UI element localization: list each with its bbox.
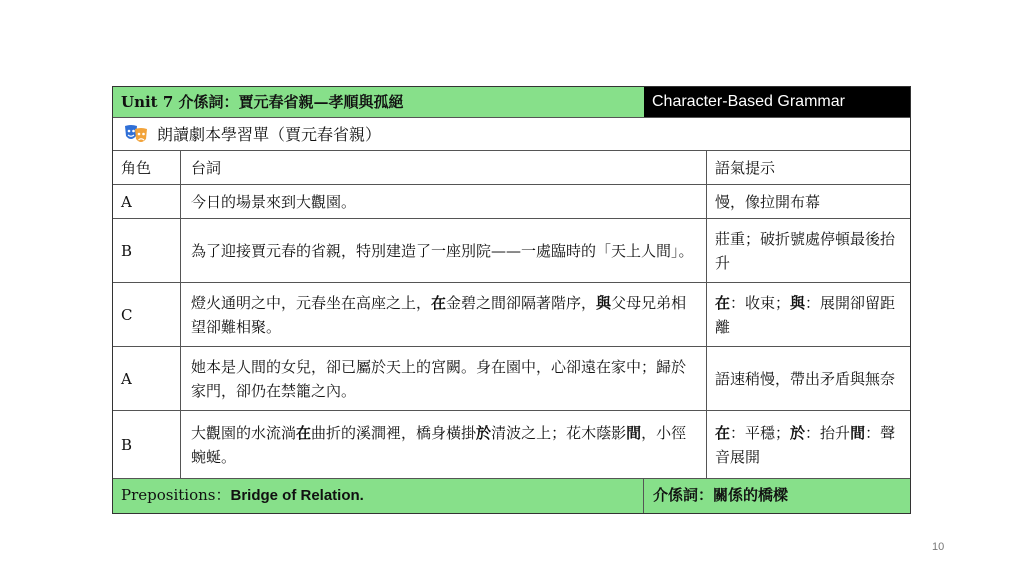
tone-cell <box>707 283 910 346</box>
preposition-highlight: 於 <box>790 423 806 442</box>
table-row <box>113 347 910 411</box>
text-segment: ：收束； <box>730 293 791 312</box>
text-segment: 語速稍慢，帶出矛盾與無奈 <box>715 369 896 388</box>
tone-cell <box>707 219 910 282</box>
text-segment: ：展開卻留距離 <box>715 293 896 336</box>
table-row <box>113 219 910 283</box>
cell-text <box>191 291 700 339</box>
role-cell: B <box>113 219 181 282</box>
text-segment: 父母兄弟相望卻難相聚。 <box>191 293 687 336</box>
text-segment: ：抬升 <box>805 423 851 442</box>
cell-text <box>715 291 904 339</box>
preposition-highlight: 在 <box>715 423 731 442</box>
preposition-highlight: 與 <box>596 293 612 312</box>
cell-text <box>191 355 700 403</box>
footer-bar <box>113 479 910 513</box>
text-segment: 燈火通明之中，元春坐在高座之上， <box>191 293 432 312</box>
col-tone-header: 語氣提示 <box>715 158 776 177</box>
role-cell: A <box>113 347 181 410</box>
text-segment: 慢，像拉開布幕 <box>715 192 821 211</box>
column-header-row <box>113 151 910 185</box>
preposition-highlight: 在 <box>715 293 731 312</box>
table-row <box>113 283 910 347</box>
cell-text <box>191 421 700 469</box>
tone-cell <box>707 411 910 478</box>
footer-bold: Bridge of Relation. <box>230 487 364 504</box>
role-cell: B <box>113 411 181 478</box>
role-cell: A <box>113 185 181 218</box>
preposition-highlight: 間 <box>626 423 642 442</box>
worksheet-title: 朗讀劇本學習單（賈元春省親） <box>157 125 382 144</box>
text-segment: 為了迎接賈元春的省親，特別建造了一座別院——一處臨時的「天上人間」。 <box>191 241 694 260</box>
table-row <box>113 185 910 219</box>
preposition-highlight: 間 <box>850 423 866 442</box>
line-cell <box>181 283 707 346</box>
text-segment: 她本是人間的女兒，卻已屬於天上的宮闕。身在園中，心卻遠在家中；歸於家門，卻仍在禁籠之內。 <box>191 357 687 400</box>
page-number: 10 <box>932 541 945 553</box>
theater-masks-icon <box>123 124 149 146</box>
text-segment: 今日的場景來到大觀園。 <box>191 192 357 211</box>
col-line-header: 台詞 <box>181 151 707 184</box>
tone-cell <box>707 185 910 218</box>
course-tag: Character-Based Grammar <box>644 87 910 117</box>
footer-chinese: 介係詞：關係的橋樑 <box>653 486 789 504</box>
cell-text <box>715 367 895 391</box>
cell-text <box>191 239 694 263</box>
footer-english <box>113 479 644 513</box>
col-role-header: 角色 <box>113 151 181 184</box>
unit-title: Unit 7 介係詞：賈元春省親—孝順與孤絕 <box>121 93 404 111</box>
header-bar <box>113 87 910 118</box>
text-segment: 曲折的溪澗裡，橋身橫掛 <box>311 423 477 442</box>
line-cell <box>181 411 707 478</box>
footer-prefix: Prepositions： <box>121 486 231 504</box>
worksheet-title-row <box>113 118 910 151</box>
text-segment: ：聲音展開 <box>715 423 896 466</box>
preposition-highlight: 與 <box>790 293 806 312</box>
cell-text <box>715 421 904 469</box>
text-segment: ：平穩； <box>730 423 791 442</box>
cell-text <box>715 227 904 275</box>
text-segment: 大觀園的水流淌 <box>191 423 297 442</box>
text-segment: 清波之上；花木蔭影 <box>491 423 627 442</box>
line-cell <box>181 185 707 218</box>
table-row <box>113 411 910 479</box>
cell-text <box>715 190 820 214</box>
role-cell: C <box>113 283 181 346</box>
text-segment: 莊重；破折號處停頓最後抬升 <box>715 229 896 272</box>
worksheet-table <box>112 86 911 514</box>
tone-cell <box>707 347 910 410</box>
text-segment: 金碧之間卻隔著階序， <box>446 293 597 312</box>
preposition-highlight: 於 <box>476 423 492 442</box>
line-cell <box>181 347 707 410</box>
cell-text <box>191 190 356 214</box>
preposition-highlight: 在 <box>431 293 447 312</box>
line-cell <box>181 219 707 282</box>
preposition-highlight: 在 <box>296 423 312 442</box>
text-segment: ，小徑蜿蜒。 <box>191 423 687 466</box>
